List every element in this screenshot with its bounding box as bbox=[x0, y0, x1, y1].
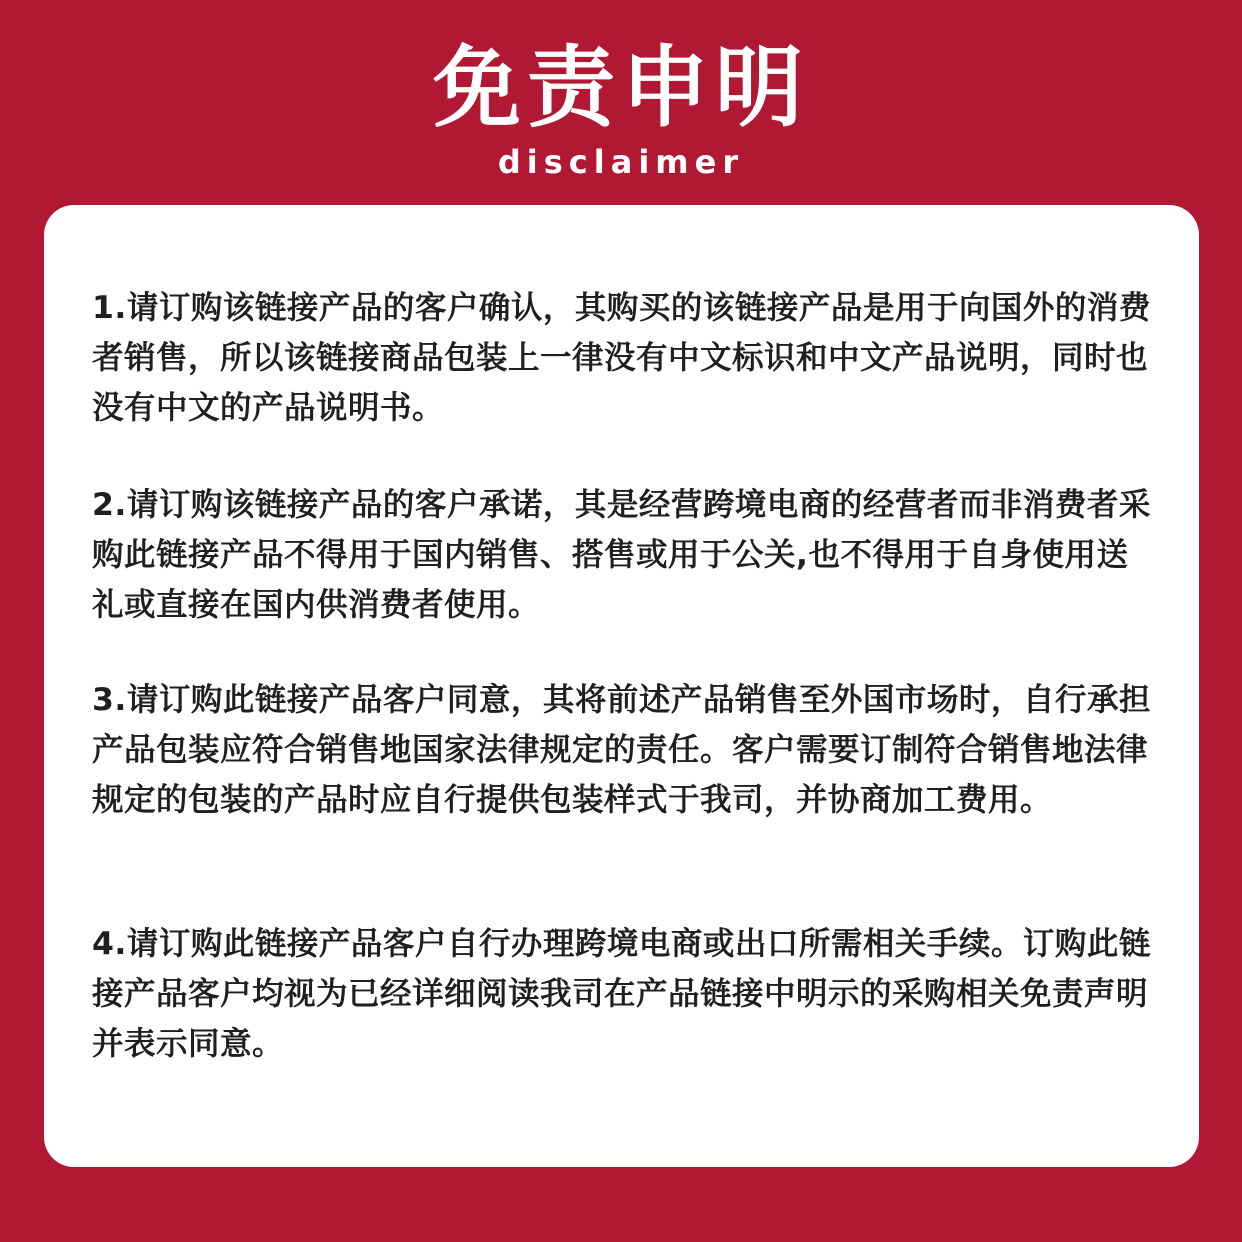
disclaimer-paragraph-4: 4.请订购此链接产品客户自行办理跨境电商或出口所需相关手续。订购此链接产品客户均视为已经详细阅读我司在产品链接中明示的采购相关免责声明并表示同意。 bbox=[92, 926, 1151, 1062]
header bbox=[0, 0, 1242, 200]
disclaimer-card bbox=[44, 205, 1199, 1167]
disclaimer-paragraph-1: 1.请订购该链接产品的客户确认，其购买的该链接产品是用于向国外的消费者销售，所以该链接商品包装上一律没有中文标识和中文产品说明，同时也没有中文的产品说明书。 bbox=[92, 290, 1151, 426]
page-title: 免责申明 bbox=[432, 36, 809, 139]
disclaimer-paragraph-2: 2.请订购该链接产品的客户承诺，其是经营跨境电商的经营者而非消费者采购此链接产品不得用于国内销售、搭售或用于公关,也不得用于自身使用送礼或直接在国内供消费者使用。 bbox=[92, 487, 1151, 623]
disclaimer-paragraph-3: 3.请订购此链接产品客户同意，其将前述产品销售至外国市场时，自行承担产品包装应符合销售地国家法律规定的责任。客户需要订制符合销售地法律规定的包装的产品时应自行提供包装样式于我司，并协商加工费用。 bbox=[92, 682, 1151, 818]
page-subtitle: disclaimer bbox=[497, 143, 745, 181]
